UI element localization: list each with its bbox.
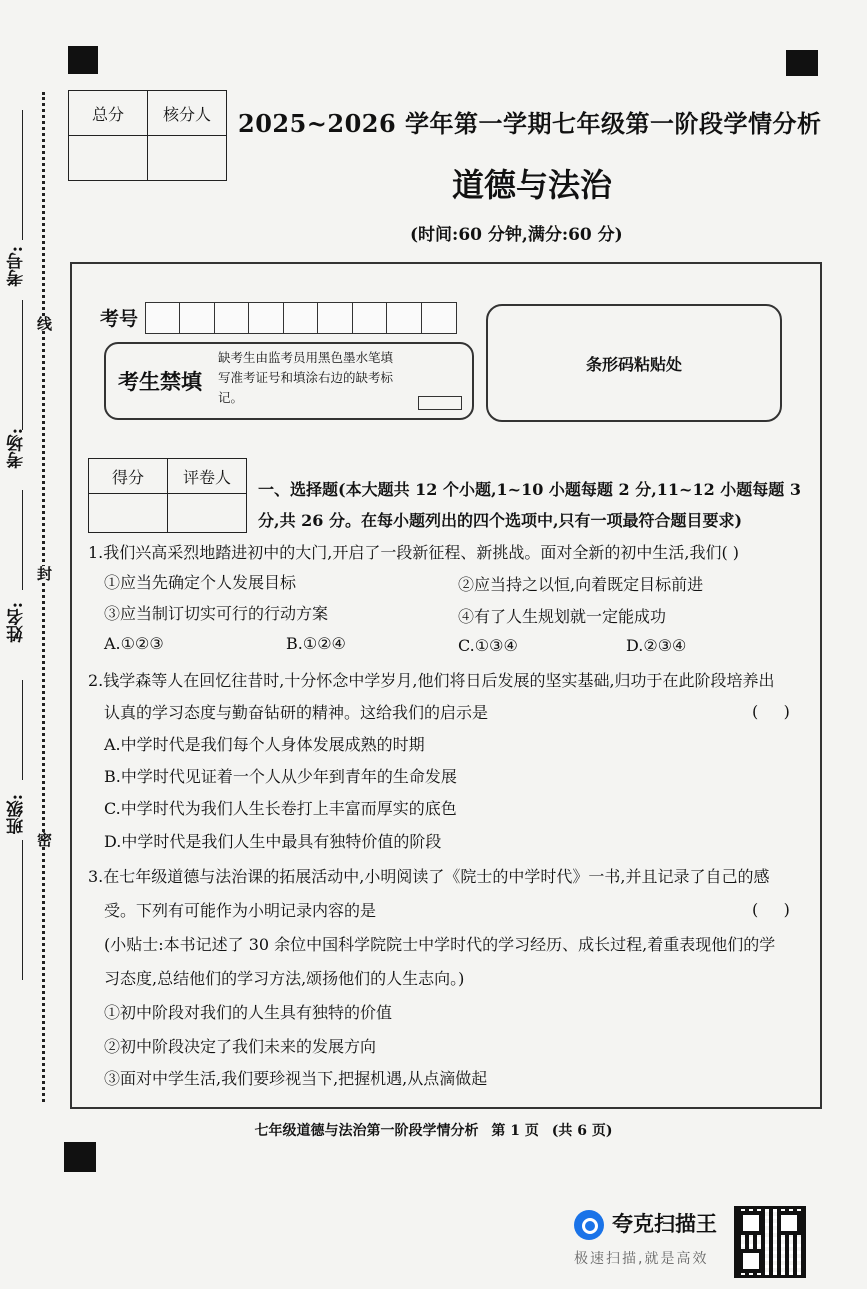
exam-number-cell[interactable] — [179, 302, 215, 334]
q3-option-1: ①初中阶段对我们的人生具有独特的价值 — [104, 1003, 393, 1022]
exam-number-cell[interactable] — [214, 302, 250, 334]
q1-stem: 1.我们兴高采烈地踏进初中的大门,开启了一段新征程、新挑战。面对全新的初中生活,我们( ) — [88, 543, 740, 562]
exam-number-cell[interactable] — [145, 302, 181, 334]
section-grader-cell[interactable] — [168, 494, 247, 533]
footer-page-total: (共 6 页) — [551, 1123, 613, 1139]
q1-option-3: ③应当制订切实可行的行动方案 — [104, 604, 329, 623]
watermark-app-name: 夸克扫描王 — [612, 1212, 717, 1236]
section1-heading: 一、选择题(本大题共 12 个小题,1~10 小题每题 2 分,11~12 小题每题 3 分,共 26 分。在每小题列出的四个选项中,只有一项最符合题目要求) — [258, 480, 801, 530]
time-info: (时间:60 分钟,满分:60 分) — [410, 225, 623, 245]
footer-page-number: 第 1 页 — [491, 1123, 539, 1139]
q2-choice-b: B.中学时代见证着一个人从少年到青年的生命发展 — [104, 767, 457, 786]
registration-marker-top-right — [786, 50, 818, 76]
q2-stem-line1: 2.钱学森等人在回忆往昔时,十分怀念中学岁月,他们将日后发展的坚实基础,归功于在此阶段培养出 — [88, 671, 775, 690]
binding-dotted-line — [42, 92, 45, 1102]
q3-stem-line2: 受。下列有可能作为小明记录内容的是 — [104, 901, 377, 920]
binding-exam-no-label: 考号: — [7, 246, 27, 287]
q2-choice-a: A.中学时代是我们每个人身体发展成熟的时期 — [104, 735, 425, 754]
absent-mark-box[interactable] — [418, 396, 462, 410]
binding-fill-line-class — [22, 680, 23, 780]
barcode-label: 条形码粘贴处 — [585, 355, 682, 374]
q1-choice-a: A.①②③ — [104, 634, 164, 653]
binding-line-label: 线 — [35, 316, 53, 331]
q3-tip-line2: 习态度,总结他们的学习方法,颂扬他们的人生志向。) — [104, 969, 465, 988]
exam-number-cell[interactable] — [421, 302, 457, 334]
binding-room-label: 考场: — [7, 428, 27, 469]
do-not-fill-title: 考生禁填 — [118, 370, 202, 394]
exam-number-cell[interactable] — [248, 302, 284, 334]
total-score-header: 总分 — [69, 91, 148, 136]
binding-fill-line-room — [22, 300, 23, 430]
page-footer — [0, 1120, 867, 1140]
qr-code-icon — [734, 1206, 806, 1278]
q3-option-2: ②初中阶段决定了我们未来的发展方向 — [104, 1037, 377, 1056]
q1-choice-b: B.①②④ — [286, 634, 346, 653]
binding-secret-label: 密 — [35, 832, 53, 847]
q2-answer-paren[interactable]: ( ) — [752, 702, 790, 721]
exam-number-cell[interactable] — [283, 302, 319, 334]
binding-class-label: 班级: — [7, 794, 27, 835]
exam-number-cell[interactable] — [352, 302, 388, 334]
registration-marker-bottom-left — [64, 1142, 96, 1172]
exam-number-cell[interactable] — [386, 302, 422, 334]
quark-logo-icon — [574, 1210, 604, 1240]
checker-header: 核分人 — [148, 91, 227, 136]
binding-name-label: 姓名: — [7, 602, 27, 643]
q3-stem-line1: 3.在七年级道德与法治课的拓展活动中,小明阅读了《院士的中学时代》一书,并且记录了自己的感 — [88, 867, 770, 886]
exam-title: 2025~2026 学年第一学期七年级第一阶段学情分析 — [238, 109, 822, 138]
q3-answer-paren[interactable]: ( ) — [752, 900, 790, 919]
do-not-fill-box — [104, 342, 474, 420]
binding-fill-line-bottom — [22, 840, 23, 980]
q3-tip-line1: (小贴士:本书记述了 30 余位中国科学院院士中学时代的学习经历、成长过程,着重表现他们的学 — [104, 935, 776, 954]
exam-number-cell[interactable] — [317, 302, 353, 334]
q2-stem-line2: 认真的学习态度与勤奋钻研的精神。这给我们的启示是 — [104, 703, 489, 722]
q1-option-1: ①应当先确定个人发展目标 — [104, 573, 297, 592]
exam-number-cells[interactable] — [146, 302, 457, 334]
q2-choice-c: C.中学时代为我们人生长卷打上丰富而厚实的底色 — [104, 799, 457, 818]
footer-exam-name: 七年级道德与法治第一阶段学情分析 — [254, 1123, 479, 1139]
section-score-header: 得分 — [89, 459, 168, 494]
score-table-section — [88, 458, 247, 533]
q1-choice-c: C.①③④ — [458, 636, 518, 655]
section-grader-header: 评卷人 — [168, 459, 247, 494]
do-not-fill-instructions: 缺考生由监考员用黑色墨水笔填写准考证号和填涂右边的缺考标记。 — [218, 350, 394, 405]
registration-marker-top-left — [68, 46, 98, 74]
q2-choice-d: D.中学时代是我们人生中最具有独特价值的阶段 — [104, 832, 442, 851]
watermark-slogan: 极速扫描,就是高效 — [574, 1251, 709, 1267]
section-score-cell[interactable] — [89, 494, 168, 533]
q1-option-4: ④有了人生规划就一定能成功 — [458, 607, 667, 626]
q1-choice-d: D.②③④ — [626, 636, 687, 655]
q1-option-2: ②应当持之以恒,向着既定目标前进 — [458, 575, 704, 594]
q3-option-3: ③面对中学生活,我们要珍视当下,把握机遇,从点滴做起 — [104, 1069, 488, 1088]
exam-number-label: 考号 — [100, 308, 139, 330]
binding-seal-label: 封 — [35, 566, 53, 581]
barcode-area — [486, 304, 782, 422]
subject-title: 道德与法治 — [451, 166, 612, 204]
binding-fill-line-name — [22, 490, 23, 590]
